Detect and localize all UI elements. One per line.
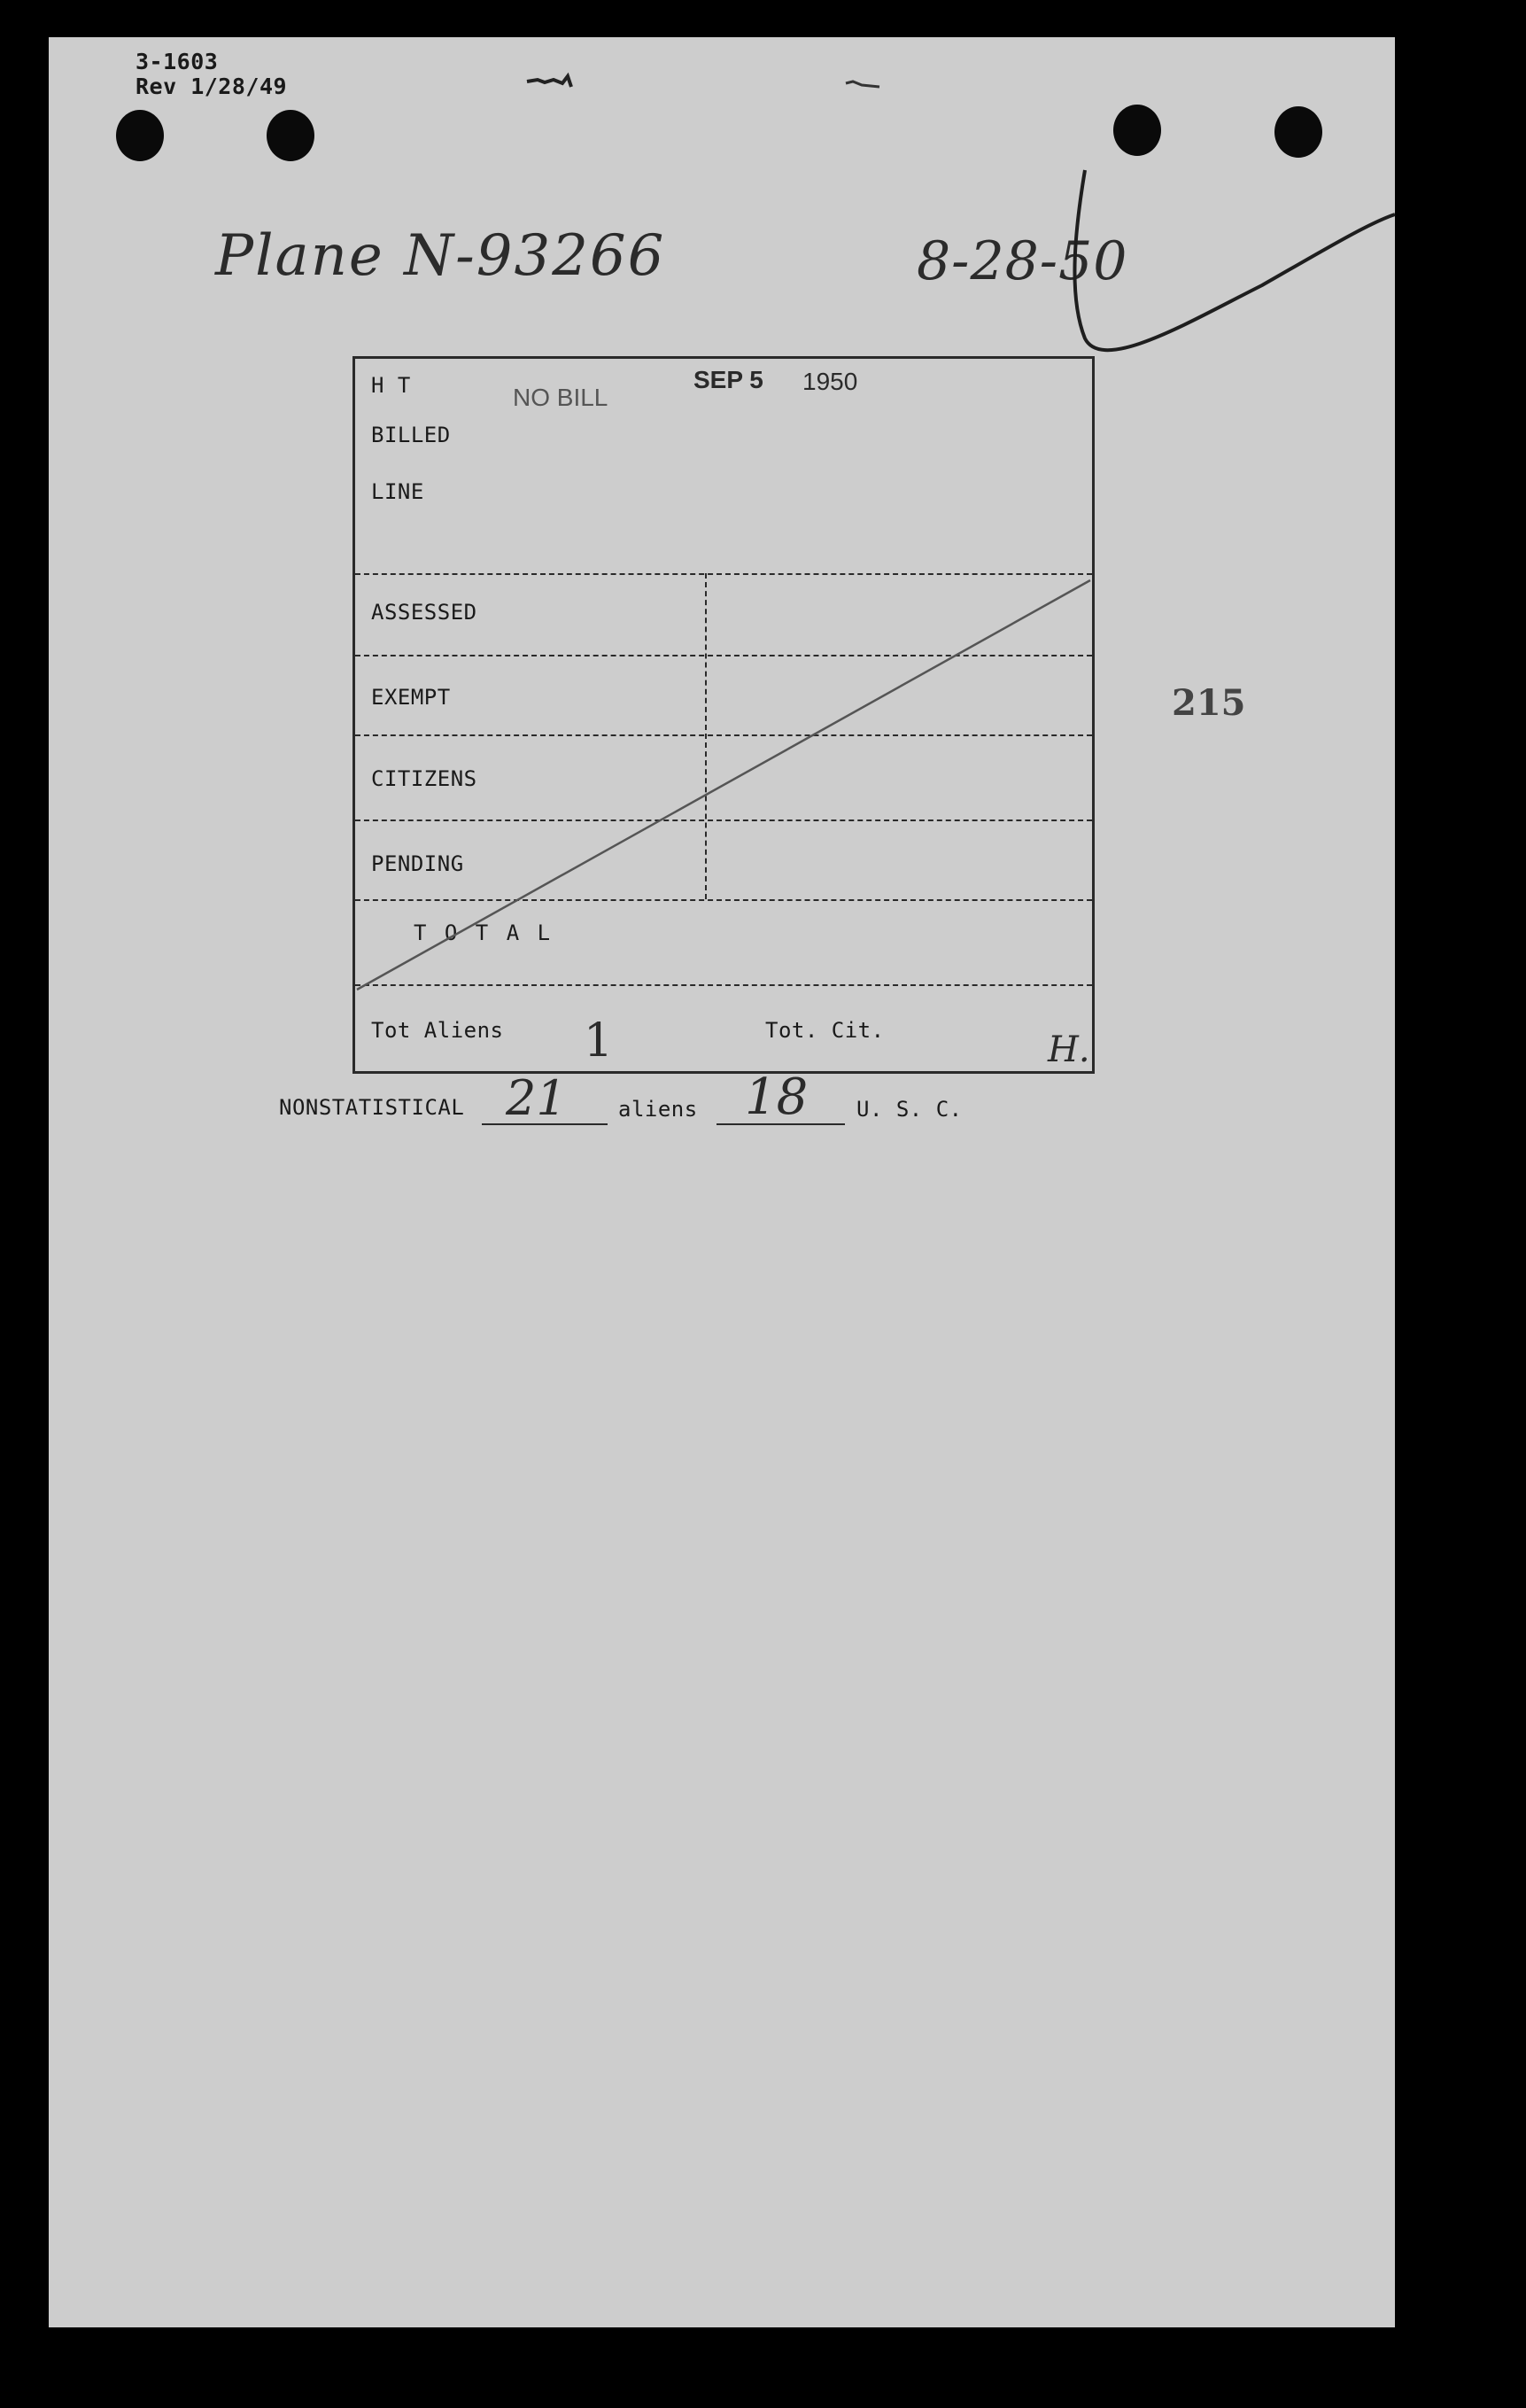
date-stamp-year: 1950	[802, 368, 858, 395]
handwritten-plane-number: Plane N-93266	[215, 223, 666, 289]
label-billed: BILLED	[371, 423, 451, 447]
form-revision: Rev 1/28/49	[136, 74, 288, 99]
no-bill-stamp: NO BILL	[513, 384, 608, 411]
label-nonstatistical: NONSTATISTICAL	[279, 1095, 465, 1120]
handwritten-date: 8-28-50	[917, 230, 1128, 292]
label-tot-aliens: Tot Aliens	[371, 1018, 504, 1043]
billing-form	[352, 356, 1095, 1074]
page-number-stamp: 215	[1172, 682, 1246, 724]
label-assessed: ASSESSED	[371, 600, 477, 625]
document-page	[49, 37, 1395, 2327]
label-ht: H T	[371, 373, 411, 398]
label-line: LINE	[371, 479, 424, 504]
label-aliens: aliens	[618, 1097, 698, 1122]
handwritten-nonstat-usc: 18	[745, 1068, 809, 1126]
label-pending: PENDING	[371, 851, 464, 876]
scan-marks	[474, 64, 1005, 108]
label-tot-cit: Tot. Cit.	[765, 1018, 885, 1043]
date-stamp-month-day: SEP 5	[693, 366, 763, 393]
handwritten-tot-aliens: 1	[584, 1014, 614, 1068]
handwritten-initials: H.	[1048, 1029, 1090, 1070]
pen-stroke	[1067, 144, 1404, 400]
form-number: 3-1603	[136, 49, 219, 74]
handwritten-nonstat-aliens: 21	[506, 1070, 567, 1126]
form-code	[136, 50, 287, 99]
punch-hole	[116, 110, 164, 161]
cancel-line	[355, 359, 1092, 1071]
label-exempt: EXEMPT	[371, 685, 451, 710]
label-citizens: CITIZENS	[371, 766, 477, 791]
label-total: T O T A L	[414, 920, 554, 945]
punch-hole	[267, 110, 314, 161]
label-usc: U. S. C.	[856, 1097, 963, 1122]
